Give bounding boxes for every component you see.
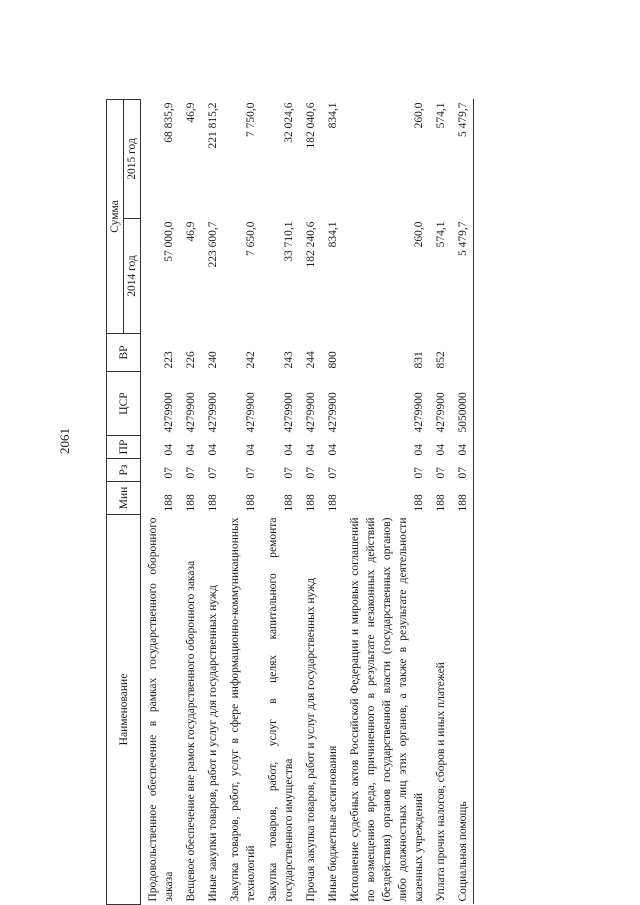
header-year-2014: 2014 год xyxy=(124,219,141,334)
row-sum-2015: 182 040,6 xyxy=(305,102,317,149)
table-row xyxy=(261,99,299,904)
row-pr: 04 xyxy=(413,444,425,456)
header-pr: ПР xyxy=(107,436,141,459)
table-row xyxy=(179,99,201,904)
row-csr: 4279900 xyxy=(163,392,175,433)
row-name: Исполнение судебных актов Российской Федерации и мировых соглашений по возмещению вреда, причиненного в результате незаконных действий (бездействия) органов государственной власти (государственных органов) либо должностных лиц этих органов, а также в результате деятельности казенных учреждений xyxy=(349,517,425,902)
row-pr: 04 xyxy=(207,444,219,456)
header-rz: Рз xyxy=(107,459,141,482)
row-min: 188 xyxy=(207,494,219,512)
row-sum-2015: 68 835,9 xyxy=(163,102,175,143)
row-pr: 04 xyxy=(185,444,197,456)
row-vr xyxy=(451,334,474,372)
table-row xyxy=(321,99,343,904)
row-min: 188 xyxy=(283,494,295,512)
row-csr: 5050000 xyxy=(451,372,474,436)
table-row xyxy=(201,99,223,904)
table-row xyxy=(451,99,474,904)
row-rz: 07 xyxy=(245,467,257,479)
row-sum-2015: 221 815,2 xyxy=(207,102,219,149)
row-rz: 07 xyxy=(413,467,425,479)
row-rz: 07 xyxy=(163,467,175,479)
row-pr: 04 xyxy=(451,436,474,459)
header-csr: ЦСР xyxy=(107,372,141,436)
row-vr: 240 xyxy=(207,351,219,369)
header-min: Мин xyxy=(107,482,141,515)
row-sum-2015: 834,1 xyxy=(327,102,339,129)
row-csr: 4279900 xyxy=(305,392,317,433)
header-year-2015: 2015 год xyxy=(124,99,141,218)
row-csr: 4279900 xyxy=(283,392,295,433)
row-pr: 04 xyxy=(163,444,175,456)
row-rz: 07 xyxy=(327,467,339,479)
table-row xyxy=(223,99,261,904)
row-rz: 07 xyxy=(305,467,317,479)
table-row xyxy=(343,99,429,904)
row-rz: 07 xyxy=(185,467,197,479)
header-vr: ВР xyxy=(107,334,141,372)
row-csr: 4279900 xyxy=(327,392,339,433)
row-sum-2014: 182 240,6 xyxy=(305,221,317,268)
row-vr: 800 xyxy=(327,351,339,369)
row-sum-2014: 834,1 xyxy=(327,221,339,248)
row-csr: 4279900 xyxy=(435,392,447,433)
row-sum-2015: 574,1 xyxy=(435,102,447,129)
budget-table xyxy=(106,99,474,905)
row-min: 188 xyxy=(245,494,257,512)
row-sum-2014: 46,9 xyxy=(185,221,197,242)
row-csr: 4279900 xyxy=(245,392,257,433)
row-min: 188 xyxy=(185,494,197,512)
row-vr: 226 xyxy=(185,351,197,369)
row-vr: 852 xyxy=(435,351,447,369)
row-sum-2014: 33 710,1 xyxy=(283,221,295,262)
row-csr: 4279900 xyxy=(185,392,197,433)
row-name: Уплата прочих налогов, сборов и иных платежей xyxy=(435,662,447,902)
row-sum-2014: 574,1 xyxy=(435,221,447,248)
page-number: 2061 xyxy=(57,428,72,454)
row-pr: 04 xyxy=(305,444,317,456)
row-rz: 07 xyxy=(283,467,295,479)
table-body xyxy=(141,99,474,904)
row-min: 188 xyxy=(327,494,339,512)
row-pr: 04 xyxy=(283,444,295,456)
table-row xyxy=(429,99,451,904)
row-csr: 4279900 xyxy=(207,392,219,433)
row-sum-2015: 5 479,7 xyxy=(451,99,474,218)
row-pr: 04 xyxy=(327,444,339,456)
row-sum-2014: 7 650,0 xyxy=(245,221,257,256)
row-min: 188 xyxy=(305,494,317,512)
row-rz: 07 xyxy=(435,467,447,479)
row-sum-2014: 223 600,7 xyxy=(207,221,219,268)
row-min: 188 xyxy=(451,482,474,515)
row-name: Иные бюджетные ассигнования xyxy=(327,745,339,902)
row-sum-2014: 57 000,0 xyxy=(163,221,175,262)
row-name: Иные закупки товаров, работ и услуг для государственных нужд xyxy=(207,585,219,902)
row-name: Социальная помощь xyxy=(451,515,474,905)
row-pr: 04 xyxy=(245,444,257,456)
row-name: Вещевое обеспечение вне рамок государственного оборонного заказа xyxy=(185,560,197,902)
row-rz: 07 xyxy=(207,467,219,479)
row-rz: 07 xyxy=(451,459,474,482)
row-name: Закупка товаров, работ, услуг в целях капитального ремонта государственного имущества xyxy=(267,517,295,902)
table-row xyxy=(141,99,180,904)
row-min: 188 xyxy=(435,494,447,512)
row-min: 188 xyxy=(163,494,175,512)
row-sum-2014: 5 479,7 xyxy=(451,219,474,334)
row-vr: 831 xyxy=(413,351,425,369)
row-vr: 244 xyxy=(305,351,317,369)
rotated-page-content xyxy=(106,85,606,905)
row-name: Продовольственное обеспечение в рамках государственного оборонного заказа xyxy=(147,517,175,902)
row-vr: 223 xyxy=(163,351,175,369)
header-name: Наименование xyxy=(107,515,141,905)
row-name: Прочая закупка товаров, работ и услуг для государственных нужд xyxy=(305,578,317,902)
row-sum-2014: 260,0 xyxy=(413,221,425,248)
row-name: Закупка товаров, работ, услуг в сфере информационно-коммуникационных технологий xyxy=(229,517,257,902)
table-row xyxy=(299,99,321,904)
row-sum-2015: 7 750,0 xyxy=(245,102,257,137)
row-pr: 04 xyxy=(435,444,447,456)
row-sum-2015: 46,9 xyxy=(185,102,197,123)
row-sum-2015: 32 024,6 xyxy=(283,102,295,143)
header-sum: Сумма xyxy=(107,99,124,333)
row-min: 188 xyxy=(413,494,425,512)
row-vr: 242 xyxy=(245,351,257,369)
row-vr: 243 xyxy=(283,351,295,369)
row-csr: 4279900 xyxy=(413,392,425,433)
row-sum-2015: 260,0 xyxy=(413,102,425,129)
table-header xyxy=(107,99,141,904)
